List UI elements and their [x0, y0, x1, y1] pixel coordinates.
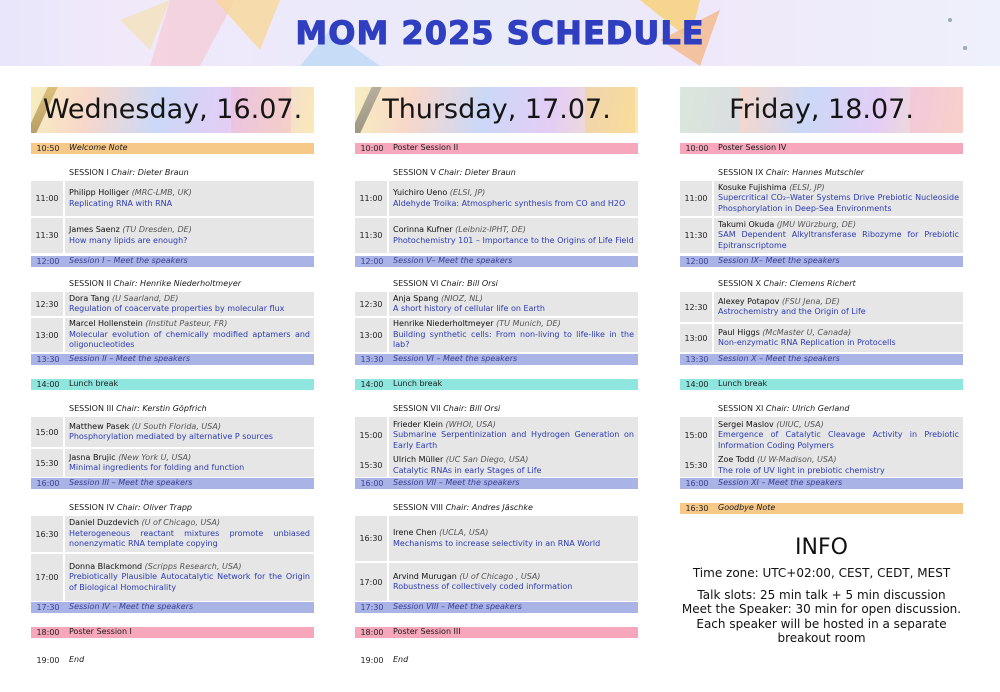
speaker-institution: (ELSI, JP) [789, 182, 825, 192]
time-slot: 12:30 [31, 292, 65, 316]
day-column-wednesday [31, 87, 314, 665]
session-number: SESSION IV [69, 503, 115, 513]
time-slot: 11:30 [31, 218, 65, 253]
talk-title: Astrochemistry and the Origin of Life [718, 307, 866, 316]
band-label: Session VII – Meet the speakers [393, 478, 520, 488]
speaker-name: Yuichiro Ueno [393, 188, 448, 197]
time-slot: 17:30 [360, 603, 384, 612]
time-slot: 10:50 [36, 144, 60, 153]
speaker-line [69, 294, 310, 305]
schedule-band [355, 256, 638, 267]
talk-title: Aldehyde Troika: Atmospheric synthesis from CO and H2O [393, 198, 626, 208]
session-label [714, 279, 963, 290]
talk-details [389, 417, 638, 454]
time-slot: 14:00 [36, 380, 60, 389]
talk-details [389, 516, 638, 561]
speaker-line [393, 294, 634, 305]
speaker-name: James Saenz [69, 225, 120, 234]
talk-title: Emergence of Catalytic Cleavage Activity in Prebiotic Information Coding Polymers [718, 430, 959, 450]
speaker-institution: (ELSI, JP) [449, 188, 486, 197]
band-label: Poster Session I [69, 627, 132, 637]
speaker-line [393, 420, 634, 431]
session-header [680, 168, 963, 179]
talk-details [389, 563, 638, 601]
talk-details [389, 454, 638, 477]
session-chair: Chair: Oliver Trapp [116, 503, 193, 513]
talk-title: SAM Dependent Alkyltransferase Ribozyme for Prebiotic Epitranscriptome [718, 230, 959, 250]
session-number: SESSION XI [718, 404, 764, 414]
schedule-band [680, 503, 963, 514]
day-header [355, 87, 638, 133]
talk-title: Robustness of collectively coded information [393, 582, 573, 591]
talk-row [31, 292, 314, 316]
session-number: SESSION V [393, 168, 436, 178]
speaker-institution: (U W-Madison, USA) [756, 455, 837, 464]
speaker-line [393, 528, 634, 539]
talk-details [389, 218, 638, 253]
band-label: Lunch break [393, 379, 443, 389]
time-slot: 16:30 [355, 516, 389, 561]
speaker-institution: (U of Chicago, USA) [141, 518, 220, 528]
band-label: Session I – Meet the speakers [69, 256, 188, 266]
talk-details [389, 181, 638, 216]
speaker-name: Arvind Murugan [393, 571, 457, 581]
band-label: Session XI – Meet the speakers [718, 478, 843, 488]
band-label: Welcome Note [69, 143, 128, 153]
speaker-institution: (FSU Jena, DE) [781, 296, 840, 306]
time-slot: 12:30 [680, 292, 714, 322]
time-slot: 12:00 [685, 257, 709, 266]
time-slot: 12:00 [36, 257, 60, 266]
time-slot [355, 279, 389, 290]
schedule-band [680, 256, 963, 267]
talk-details [389, 318, 638, 352]
day-column-thursday [355, 87, 638, 665]
talk-title: Submarine Serpentinization and Hydrogen Generation on Early Earth [393, 430, 634, 450]
speaker-name: Jasna Brujic [69, 452, 116, 462]
band-label: Session X – Meet the speakers [718, 354, 840, 364]
time-slot [31, 279, 65, 290]
session-number: SESSION I [69, 168, 109, 178]
session-number: SESSION IX [718, 168, 764, 178]
speaker-line [69, 319, 310, 330]
speaker-line [69, 562, 310, 573]
schedule-band [31, 627, 314, 638]
day-header [680, 87, 963, 133]
time-slot: 18:00 [36, 628, 60, 637]
schedule-band [355, 478, 638, 489]
talk-row [31, 554, 314, 601]
speaker-institution: (Institut Pasteur, FR) [145, 319, 228, 329]
speaker-line [718, 420, 959, 431]
speaker-name: Corinna Kufner [393, 225, 453, 234]
speaker-line [718, 220, 959, 231]
speaker-institution: (Scripps Research, USA) [144, 561, 242, 571]
schedule-band [680, 143, 963, 154]
talk-row [31, 417, 314, 447]
speaker-line [718, 455, 959, 466]
schedule-band [31, 143, 314, 154]
band-label: End [393, 655, 409, 665]
schedule-band [680, 354, 963, 365]
talk-title: Photochemistry 101 – Importance to the Origins of Life Field [393, 235, 634, 245]
speaker-name: Paul Higgs [718, 327, 760, 337]
talk-title: Minimal ingredients for folding and function [69, 463, 245, 472]
talk-row [355, 181, 638, 216]
speaker-institution: (TU Dresden, DE) [122, 225, 192, 234]
session-chair: Chair: Kerstin Göpfrich [116, 404, 207, 414]
schedule-band [680, 478, 963, 489]
speaker-institution: (UCLA, USA) [439, 528, 489, 537]
band-label: Poster Session III [393, 627, 461, 637]
schedule-band [355, 354, 638, 365]
time-slot: 17:00 [355, 563, 389, 601]
talk-details [714, 324, 963, 352]
speaker-name: Dora Tang [69, 293, 110, 303]
time-slot: 15:00 [355, 417, 389, 454]
session-chair: Chair: Hannes Mutschler [765, 168, 865, 178]
speaker-institution: (TU Munich, DE) [496, 319, 561, 329]
speaker-name: Alexey Potapov [718, 296, 780, 306]
talk-title: Mechanisms to increase selectivity in an RNA World [393, 538, 601, 548]
talk-details [714, 417, 963, 454]
session-label [714, 404, 963, 415]
time-slot: 17:30 [36, 603, 60, 612]
session-label [389, 168, 638, 179]
time-slot: 11:30 [680, 218, 714, 253]
talk-title: Molecular evolution of chemically modified aptamers and oligonucleotides [69, 329, 310, 350]
info-timezone: Time zone: UTC+02:00, CEST, CEDT, MEST [692, 566, 951, 580]
time-slot: 11:30 [355, 218, 389, 253]
info-box [680, 535, 963, 646]
speaker-line [69, 422, 310, 433]
time-slot: 13:30 [360, 355, 384, 364]
talk-details [714, 292, 963, 322]
time-slot: 12:00 [360, 257, 384, 266]
session-header [355, 404, 638, 415]
time-slot: 12:30 [355, 292, 389, 316]
speaker-institution: (UIUC, USA) [776, 419, 824, 429]
talk-title: Regulation of coacervate properties by molecular flux [69, 304, 285, 313]
day-header-label: Thursday, 17.07. [382, 94, 611, 125]
session-header [31, 279, 314, 290]
talk-title: Building synthetic cells: From non-living to life-like in the lab? [393, 329, 634, 350]
session-number: SESSION II [69, 279, 112, 289]
speaker-line [69, 453, 310, 464]
speaker-line [718, 183, 959, 194]
page-title: MOM 2025 SCHEDULE [295, 14, 705, 52]
end-row [31, 655, 314, 666]
speaker-name: Marcel Hollenstein [69, 319, 143, 329]
schedule-band [355, 627, 638, 638]
time-slot: 19:00 [360, 656, 384, 665]
schedule-band [31, 478, 314, 489]
session-number: SESSION III [69, 404, 114, 414]
time-slot [355, 503, 389, 514]
time-slot: 10:00 [685, 144, 709, 153]
time-slot: 19:00 [36, 656, 60, 665]
schedule-band [680, 379, 963, 390]
talk-details [65, 516, 314, 552]
info-meet-speaker: Meet the Speaker: 30 min for open discussion. Each speaker will be hosted in a separate breakout room [681, 602, 962, 645]
time-slot: 16:00 [685, 479, 709, 488]
talk-row [31, 516, 314, 552]
talk-row [355, 516, 638, 561]
day-header-label: Friday, 18.07. [729, 94, 914, 125]
speaker-institution: (U of Chicago , USA) [459, 571, 541, 581]
time-slot [31, 168, 65, 179]
talk-row [680, 454, 963, 477]
speaker-name: Henrike Niederholtmeyer [393, 319, 494, 329]
info-title: INFO [795, 535, 848, 560]
talk-row [355, 563, 638, 601]
session-number: SESSION VI [393, 279, 439, 289]
session-header [355, 168, 638, 179]
talk-row [355, 292, 638, 316]
session-header [355, 279, 638, 290]
talk-row [680, 417, 963, 454]
speaker-institution: (MRC-LMB, UK) [131, 188, 192, 197]
schedule-band [31, 354, 314, 365]
speaker-name: Kosuke Fujishima [718, 182, 787, 192]
talk-details [65, 292, 314, 316]
time-slot: 15:00 [680, 417, 714, 454]
speaker-line [718, 328, 959, 339]
talk-title: The role of UV light in prebiotic chemistry [718, 465, 885, 475]
session-label [389, 404, 638, 415]
talk-details [714, 454, 963, 477]
talk-details [65, 318, 314, 352]
talk-details [65, 554, 314, 601]
talk-details [65, 181, 314, 216]
band-label: Session II – Meet the speakers [69, 354, 191, 364]
speaker-institution: (WHOI, USA) [445, 419, 496, 429]
session-label [65, 279, 314, 290]
time-slot: 13:00 [355, 318, 389, 352]
time-slot: 13:00 [680, 324, 714, 352]
band-label: Lunch break [69, 379, 119, 389]
speaker-institution: (McMaster U, Canada) [762, 327, 852, 337]
band-label: Session V– Meet the speakers [393, 256, 513, 266]
speaker-institution: (New York U, USA) [118, 452, 192, 462]
band-label: Lunch break [718, 379, 768, 389]
talk-title: How many lipids are enough? [69, 235, 188, 245]
session-chair: Chair: Dieter Braun [111, 168, 189, 178]
session-header [31, 404, 314, 415]
schedule-band [355, 143, 638, 154]
time-slot: 14:00 [360, 380, 384, 389]
talk-row [355, 417, 638, 454]
band-label: Session IV – Meet the speakers [69, 602, 194, 612]
speaker-institution: (Leibniz-IPHT, DE) [455, 225, 526, 234]
header-banner [0, 0, 1000, 66]
talk-row [680, 324, 963, 352]
schedule-band [31, 602, 314, 613]
speaker-institution: (U South Florida, USA) [131, 421, 221, 431]
talk-row [31, 181, 314, 216]
talk-row [355, 218, 638, 253]
day-column-friday [680, 87, 963, 513]
time-slot: 17:00 [31, 554, 65, 601]
talk-title: Phosphorylation mediated by alternative P sources [69, 432, 273, 441]
time-slot: 15:30 [31, 449, 65, 477]
speaker-line [69, 225, 310, 236]
talk-details [714, 218, 963, 253]
time-slot: 13:30 [36, 355, 60, 364]
session-label [389, 279, 638, 290]
session-chair: Chair: Bill Orsi [440, 279, 498, 289]
speaker-line [393, 455, 634, 466]
talk-details [65, 449, 314, 477]
speaker-name: Matthew Pasek [69, 421, 130, 431]
band-label: Session III – Meet the speakers [69, 478, 193, 488]
speaker-line [69, 518, 310, 529]
band-label: Poster Session IV [718, 143, 787, 153]
time-slot: 16:00 [36, 479, 60, 488]
talk-title: Non-enzymatic RNA Replication in Protocells [718, 338, 896, 347]
talk-title: Heterogeneous reactant mixtures promote unbiased nonenzymatic RNA template copying [69, 528, 310, 549]
time-slot: 15:00 [31, 417, 65, 447]
speaker-institution: (JMU Würzburg, DE) [776, 219, 856, 229]
time-slot: 15:30 [355, 454, 389, 477]
talk-row [355, 454, 638, 477]
end-row [355, 655, 638, 666]
speaker-line [393, 319, 634, 330]
session-chair: Chair: Ulrich Gerland [765, 404, 850, 414]
talk-title: Supercritical CO₂–Water Systems Drive Prebiotic Nucleoside Phosphorylation in Deep-Sea Environments [718, 193, 959, 213]
band-label: Poster Session II [393, 143, 459, 153]
talk-title: Catalytic RNAs in early Stages of Life [393, 465, 542, 475]
time-slot: 11:00 [355, 181, 389, 216]
speaker-line [393, 188, 634, 199]
band-label: Session VI – Meet the speakers [393, 354, 518, 364]
speaker-institution: (U Saarland, DE) [111, 293, 179, 303]
speaker-name: Zoe Todd [718, 455, 755, 464]
speaker-name: Irene Chen [393, 528, 437, 537]
session-chair: Chair: Bill Orsi [443, 404, 501, 414]
speaker-name: Daniel Duzdevich [69, 518, 139, 528]
time-slot: 16:30 [685, 504, 709, 513]
session-header [680, 404, 963, 415]
session-header [31, 168, 314, 179]
session-header [355, 503, 638, 514]
speaker-line [69, 188, 310, 199]
session-label [389, 503, 638, 514]
speaker-name: Donna Blackmond [69, 561, 143, 571]
session-chair: Chair: Andres Jäschke [445, 503, 533, 513]
talk-title: A short history of cellular life on Earth [393, 304, 545, 313]
session-number: SESSION VII [393, 404, 441, 414]
time-slot: 14:00 [685, 380, 709, 389]
time-slot [31, 503, 65, 514]
band-label: Session VIII – Meet the speakers [393, 602, 522, 612]
session-label [65, 503, 314, 514]
time-slot: 16:00 [360, 479, 384, 488]
time-slot [355, 404, 389, 415]
speaker-institution: (UC San Diego, USA) [445, 455, 529, 464]
band-label: Goodbye Note [718, 503, 776, 513]
band-label: Session IX– Meet the speakers [718, 256, 840, 266]
session-label [714, 168, 963, 179]
session-number: SESSION X [718, 279, 761, 289]
time-slot: 10:00 [360, 144, 384, 153]
info-talk-slots: Talk slots: 25 min talk + 5 min discussion [697, 587, 946, 602]
time-slot: 18:00 [360, 628, 384, 637]
talk-row [680, 218, 963, 253]
time-slot [680, 279, 714, 290]
talk-details [65, 417, 314, 447]
talk-details [65, 218, 314, 253]
time-slot [31, 404, 65, 415]
speaker-name: Ulrich Müller [393, 455, 444, 464]
schedule-band [355, 602, 638, 613]
speaker-name: Anja Spang [393, 293, 439, 303]
time-slot [680, 168, 714, 179]
time-slot: 16:30 [31, 516, 65, 552]
session-header [31, 503, 314, 514]
talk-row [31, 449, 314, 477]
schedule-band [355, 379, 638, 390]
talk-row [31, 318, 314, 352]
time-slot: 15:30 [680, 454, 714, 477]
schedule-band [31, 256, 314, 267]
talk-details [389, 292, 638, 316]
time-slot [355, 168, 389, 179]
speaker-name: Philipp Holliger [69, 188, 130, 197]
talk-details [714, 181, 963, 216]
schedule-band [31, 379, 314, 390]
talk-row [355, 318, 638, 352]
time-slot: 11:00 [680, 181, 714, 216]
time-slot [680, 404, 714, 415]
session-chair: Chair: Dieter Braun [438, 168, 516, 178]
talk-row [31, 218, 314, 253]
speaker-line [393, 572, 634, 583]
session-header [680, 279, 963, 290]
speaker-name: Frieder Klein [393, 419, 443, 429]
speaker-line [393, 225, 634, 236]
talk-row [680, 181, 963, 216]
speaker-name: Sergei Maslov [718, 419, 774, 429]
time-slot: 11:00 [31, 181, 65, 216]
talk-title: Prebiotically Plausible Autocatalytic Network for the Origin of Biological Homochirality [69, 572, 310, 592]
session-number: SESSION VIII [393, 503, 444, 513]
talk-title: Replicating RNA with RNA [69, 198, 173, 208]
day-header [31, 87, 314, 133]
session-chair: Chair: Henrike Niederholtmeyer [113, 279, 242, 289]
session-label [65, 404, 314, 415]
band-label: End [69, 655, 85, 665]
day-header-label: Wednesday, 16.07. [42, 94, 303, 125]
time-slot: 13:30 [685, 355, 709, 364]
session-chair: Chair: Clemens Richert [763, 279, 856, 289]
speaker-institution: (NIOZ, NL) [440, 293, 483, 303]
speaker-line [718, 297, 959, 308]
speaker-name: Takumi Okuda [718, 219, 775, 229]
session-label [65, 168, 314, 179]
time-slot: 13:00 [31, 318, 65, 352]
talk-row [680, 292, 963, 322]
